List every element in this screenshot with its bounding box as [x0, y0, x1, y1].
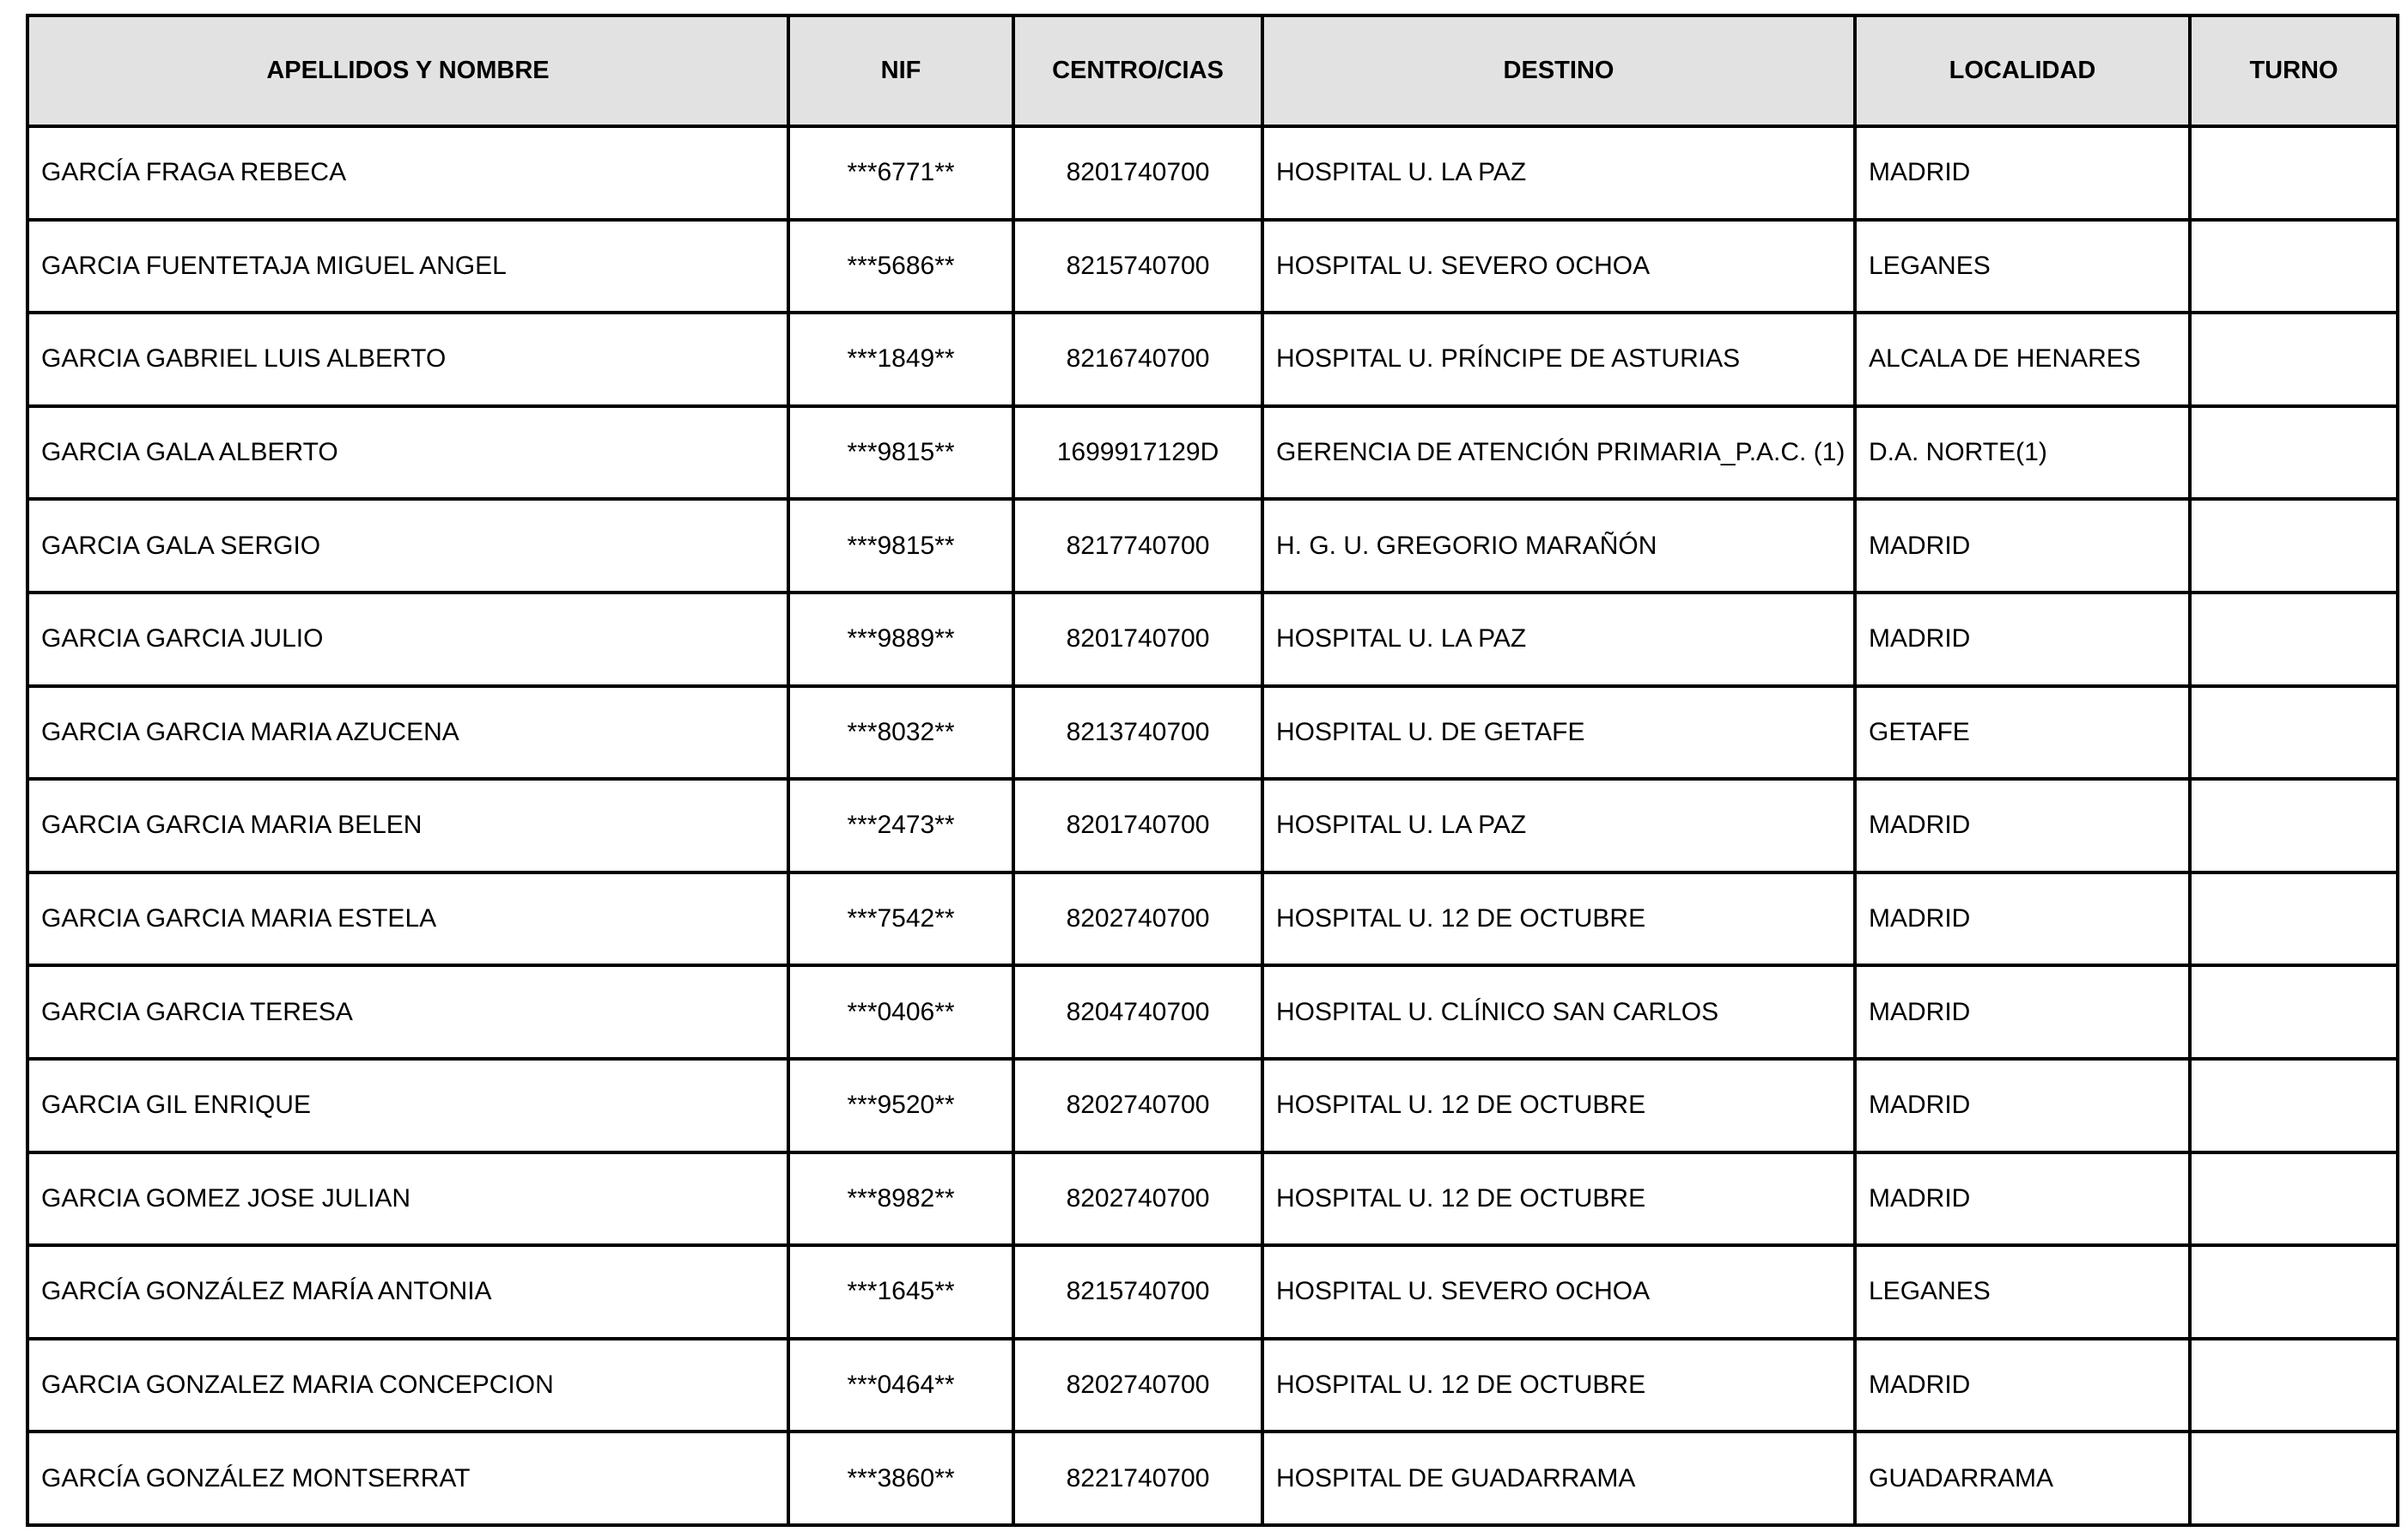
cell-turno — [2190, 126, 2398, 220]
cell-nif: ***9815** — [788, 499, 1013, 593]
cell-localidad: MADRID — [1855, 1152, 2190, 1246]
cell-apellidos-nombre: GARCIA GALA SERGIO — [27, 499, 788, 593]
cell-nif: ***0406** — [788, 965, 1013, 1059]
cell-localidad: MADRID — [1855, 872, 2190, 966]
header-localidad: LOCALIDAD — [1855, 15, 2190, 126]
cell-destino: GERENCIA DE ATENCIÓN PRIMARIA_P.A.C. (1) — [1262, 406, 1855, 500]
cell-turno — [2190, 593, 2398, 686]
cell-turno — [2190, 220, 2398, 313]
cell-apellidos-nombre: GARCIA GARCIA JULIO — [27, 593, 788, 686]
cell-destino: HOSPITAL U. SEVERO OCHOA — [1262, 1245, 1855, 1339]
cell-centro-cias: 8202740700 — [1013, 1339, 1262, 1432]
personnel-table — [26, 14, 2399, 1527]
cell-turno — [2190, 872, 2398, 966]
table-row — [27, 1059, 2398, 1152]
cell-destino: HOSPITAL U. 12 DE OCTUBRE — [1262, 1152, 1855, 1246]
cell-turno — [2190, 779, 2398, 872]
cell-destino: HOSPITAL U. PRÍNCIPE DE ASTURIAS — [1262, 313, 1855, 406]
cell-turno — [2190, 686, 2398, 780]
cell-destino: HOSPITAL U. SEVERO OCHOA — [1262, 220, 1855, 313]
cell-centro-cias: 8201740700 — [1013, 779, 1262, 872]
cell-nif: ***8982** — [788, 1152, 1013, 1246]
header-nif: NIF — [788, 15, 1013, 126]
cell-nif: ***7542** — [788, 872, 1013, 966]
cell-centro-cias: 8215740700 — [1013, 220, 1262, 313]
cell-nif: ***1849** — [788, 313, 1013, 406]
header-apellidos-nombre: APELLIDOS Y NOMBRE — [27, 15, 788, 126]
cell-apellidos-nombre: GARCIA GARCIA MARIA ESTELA — [27, 872, 788, 966]
cell-localidad: MADRID — [1855, 499, 2190, 593]
cell-destino: HOSPITAL U. LA PAZ — [1262, 779, 1855, 872]
table-row — [27, 1152, 2398, 1246]
table-row — [27, 1245, 2398, 1339]
cell-nif: ***3860** — [788, 1432, 1013, 1525]
table-row — [27, 779, 2398, 872]
cell-nif: ***0464** — [788, 1339, 1013, 1432]
cell-destino: HOSPITAL U. 12 DE OCTUBRE — [1262, 1339, 1855, 1432]
cell-nif: ***2473** — [788, 779, 1013, 872]
cell-nif: ***5686** — [788, 220, 1013, 313]
cell-destino: HOSPITAL U. LA PAZ — [1262, 593, 1855, 686]
cell-apellidos-nombre: GARCIA GARCIA MARIA AZUCENA — [27, 686, 788, 780]
cell-destino: HOSPITAL U. LA PAZ — [1262, 126, 1855, 220]
cell-destino: H. G. U. GREGORIO MARAÑÓN — [1262, 499, 1855, 593]
header-turno: TURNO — [2190, 15, 2398, 126]
cell-localidad: ALCALA DE HENARES — [1855, 313, 2190, 406]
cell-centro-cias: 8201740700 — [1013, 593, 1262, 686]
cell-centro-cias: 8221740700 — [1013, 1432, 1262, 1525]
cell-nif: ***8032** — [788, 686, 1013, 780]
cell-turno — [2190, 1432, 2398, 1525]
table-row — [27, 313, 2398, 406]
table-row — [27, 872, 2398, 966]
table-row — [27, 1432, 2398, 1525]
cell-localidad: D.A. NORTE(1) — [1855, 406, 2190, 500]
cell-nif: ***1645** — [788, 1245, 1013, 1339]
cell-turno — [2190, 1059, 2398, 1152]
cell-localidad: MADRID — [1855, 779, 2190, 872]
cell-turno — [2190, 965, 2398, 1059]
table-row — [27, 499, 2398, 593]
cell-nif: ***9815** — [788, 406, 1013, 500]
table-row — [27, 593, 2398, 686]
cell-turno — [2190, 1245, 2398, 1339]
cell-centro-cias: 8202740700 — [1013, 1059, 1262, 1152]
table-row — [27, 686, 2398, 780]
cell-centro-cias: 8204740700 — [1013, 965, 1262, 1059]
cell-turno — [2190, 499, 2398, 593]
cell-turno — [2190, 1152, 2398, 1246]
table-row — [27, 126, 2398, 220]
cell-centro-cias: 1699917129D — [1013, 406, 1262, 500]
cell-apellidos-nombre: GARCÍA FRAGA REBECA — [27, 126, 788, 220]
cell-nif: ***9889** — [788, 593, 1013, 686]
cell-localidad: LEGANES — [1855, 220, 2190, 313]
cell-nif: ***9520** — [788, 1059, 1013, 1152]
cell-localidad: MADRID — [1855, 1339, 2190, 1432]
cell-destino: HOSPITAL U. CLÍNICO SAN CARLOS — [1262, 965, 1855, 1059]
table-body — [27, 126, 2398, 1525]
table-row — [27, 965, 2398, 1059]
cell-apellidos-nombre: GARCIA FUENTETAJA MIGUEL ANGEL — [27, 220, 788, 313]
cell-localidad: MADRID — [1855, 126, 2190, 220]
cell-apellidos-nombre: GARCIA GONZALEZ MARIA CONCEPCION — [27, 1339, 788, 1432]
cell-apellidos-nombre: GARCIA GARCIA TERESA — [27, 965, 788, 1059]
cell-localidad: MADRID — [1855, 593, 2190, 686]
cell-centro-cias: 8217740700 — [1013, 499, 1262, 593]
cell-destino: HOSPITAL DE GUADARRAMA — [1262, 1432, 1855, 1525]
cell-centro-cias: 8201740700 — [1013, 126, 1262, 220]
cell-nif: ***6771** — [788, 126, 1013, 220]
cell-localidad: MADRID — [1855, 1059, 2190, 1152]
cell-localidad: GETAFE — [1855, 686, 2190, 780]
header-destino: DESTINO — [1262, 15, 1855, 126]
table-row — [27, 220, 2398, 313]
cell-localidad: MADRID — [1855, 965, 2190, 1059]
header-centro-cias: CENTRO/CIAS — [1013, 15, 1262, 126]
cell-turno — [2190, 313, 2398, 406]
table-row — [27, 1339, 2398, 1432]
header-row — [27, 15, 2398, 126]
cell-apellidos-nombre: GARCÍA GONZÁLEZ MARÍA ANTONIA — [27, 1245, 788, 1339]
cell-centro-cias: 8213740700 — [1013, 686, 1262, 780]
cell-turno — [2190, 1339, 2398, 1432]
cell-apellidos-nombre: GARCIA GOMEZ JOSE JULIAN — [27, 1152, 788, 1246]
cell-centro-cias: 8215740700 — [1013, 1245, 1262, 1339]
cell-destino: HOSPITAL U. 12 DE OCTUBRE — [1262, 872, 1855, 966]
cell-centro-cias: 8216740700 — [1013, 313, 1262, 406]
cell-localidad: LEGANES — [1855, 1245, 2190, 1339]
cell-turno — [2190, 406, 2398, 500]
cell-apellidos-nombre: GARCIA GABRIEL LUIS ALBERTO — [27, 313, 788, 406]
cell-apellidos-nombre: GARCÍA GONZÁLEZ MONTSERRAT — [27, 1432, 788, 1525]
cell-centro-cias: 8202740700 — [1013, 1152, 1262, 1246]
cell-destino: HOSPITAL U. DE GETAFE — [1262, 686, 1855, 780]
cell-apellidos-nombre: GARCIA GARCIA MARIA BELEN — [27, 779, 788, 872]
cell-destino: HOSPITAL U. 12 DE OCTUBRE — [1262, 1059, 1855, 1152]
cell-localidad: GUADARRAMA — [1855, 1432, 2190, 1525]
cell-centro-cias: 8202740700 — [1013, 872, 1262, 966]
cell-apellidos-nombre: GARCIA GALA ALBERTO — [27, 406, 788, 500]
cell-apellidos-nombre: GARCIA GIL ENRIQUE — [27, 1059, 788, 1152]
table-row — [27, 406, 2398, 500]
